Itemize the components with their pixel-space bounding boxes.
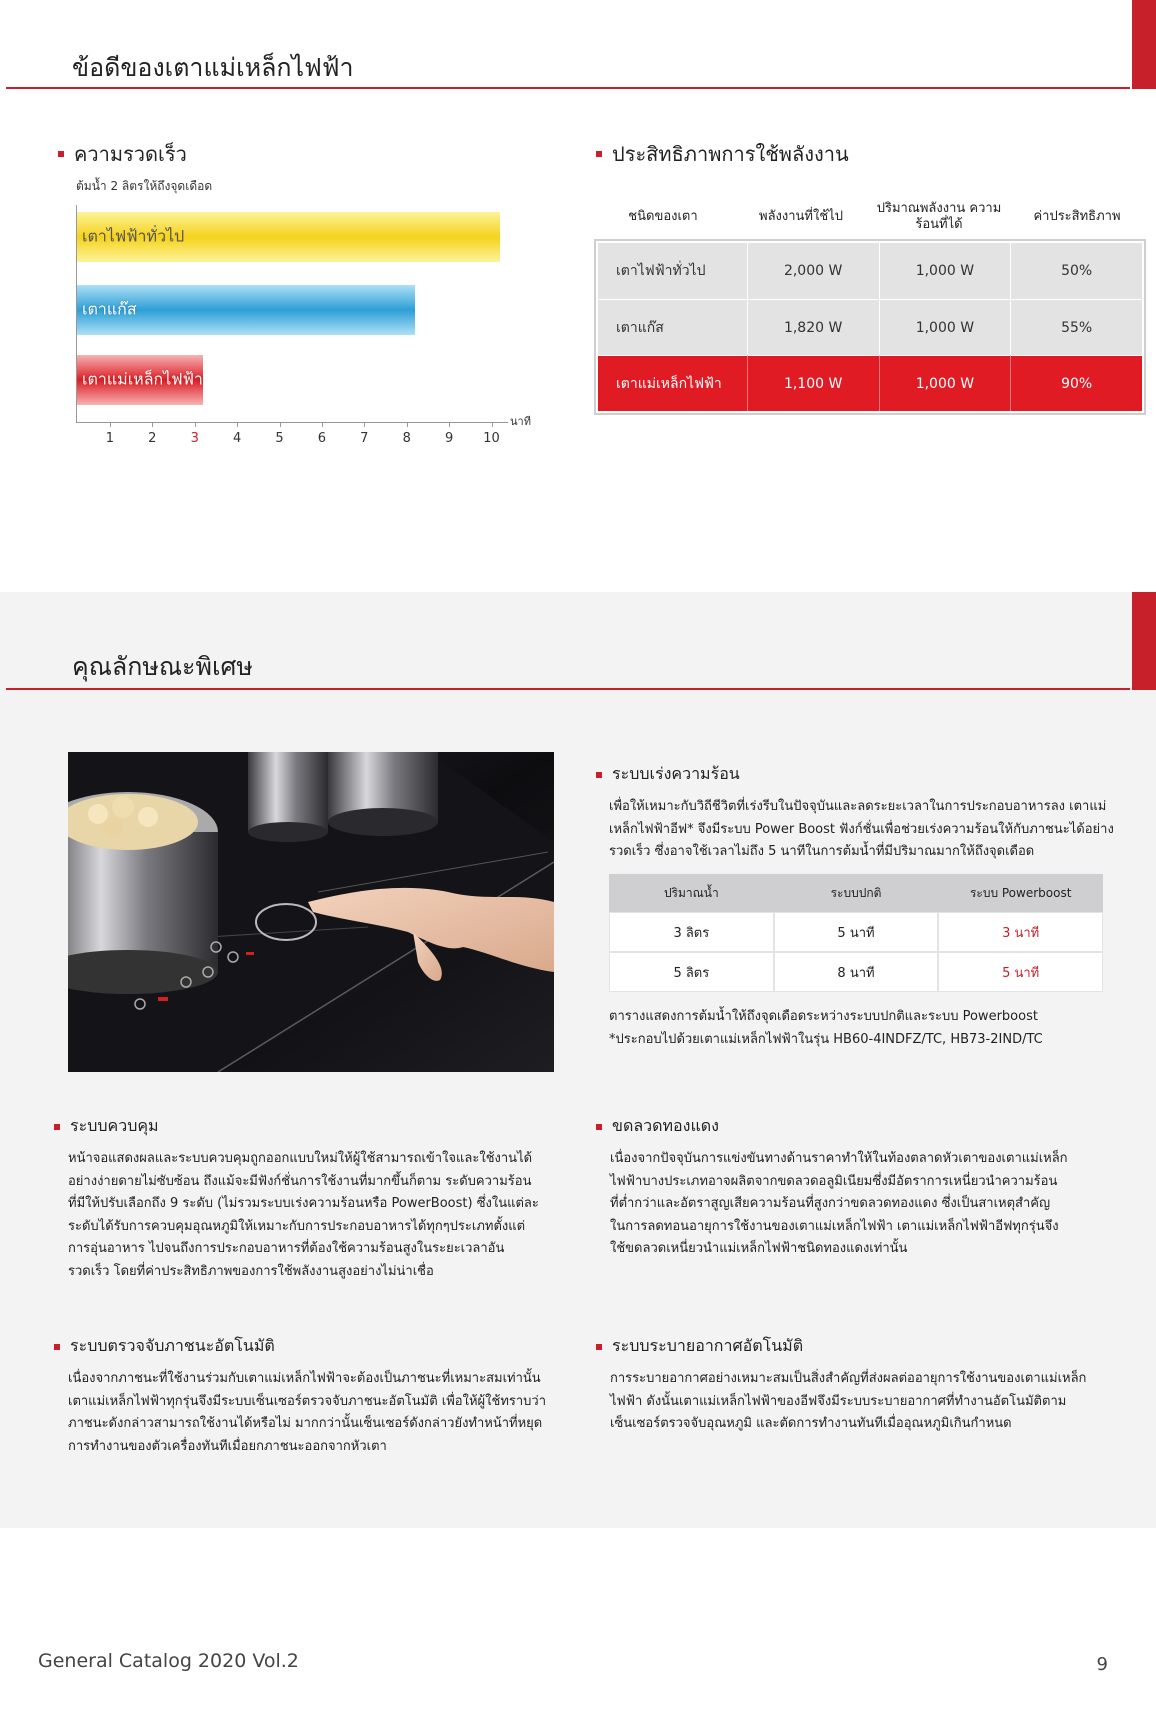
chart-bar [76, 355, 203, 405]
powerboost-table-header [609, 874, 1103, 912]
section-rule [6, 87, 1130, 89]
efficiency-table [594, 195, 1146, 415]
chart-tick [280, 422, 281, 427]
chart-bar-label: เตาไฟฟ้าทั่วไป [82, 226, 185, 246]
table-cell: 1,000 W [880, 243, 1012, 299]
col-header: ปริมาณพลังงาน ความร้อนที่ได้ [876, 201, 1002, 232]
coil-heading [596, 1114, 719, 1139]
table-cell: 5 ลิตร [609, 952, 774, 992]
text-line: เซ็นเซอร์ตรวจจับอุณหภูมิ และตัดการทำงานทันทีเมื่ออุณหภูมิเกินกำหนด [610, 1416, 1012, 1431]
text-line: หน้าจอแสดงผลและระบบควบคุมถูกออกแบบใหม่ให้ผู้ใช้สามารถเข้าใจและใช้งานได้ [68, 1151, 533, 1166]
table-cell: 50% [1011, 243, 1142, 299]
chart-tick-label: 8 [402, 431, 411, 446]
table-cell: 1,100 W [748, 355, 880, 411]
bullet [54, 1344, 60, 1350]
text-line: ภาชนะดังกล่าวสามารถใช้งานได้หรือไม่ มากกว่านั้นเซ็นเซอร์ดังกล่าวยังทำหน้าที่หยุด [68, 1416, 543, 1431]
text-line: การอุ่นอาหาร ไปจนถึงการประกอบอาหารที่ต้องใช้ความร้อนสูงในระยะเวลาอัน [68, 1241, 505, 1256]
speed-heading-text: ความรวดเร็ว [74, 142, 187, 166]
text-line: เหล็กไฟฟ้าอีฟ* จึงมีระบบ Power Boost ฟังก์ชั่นเพื่อช่วยเร่งความร้อนให้กับภาชนะได้อย่าง [609, 821, 1114, 837]
boost-heading [596, 762, 740, 787]
text-line: ไฟฟ้า ดังนั้นเตาแม่เหล็กไฟฟ้าของอีฟจึงมีระบบระบายอากาศที่ทำงานอัตโนมัติตาม [610, 1393, 1067, 1409]
text-line: รวดเร็ว ซึ่งอาจใช้เวลาไม่ถึง 5 นาทีในการต้มน้ำที่มีปริมาณมากให้ถึงจุดเดือด [609, 844, 1035, 859]
text-line: *ประกอบไปด้วยเตาแม่เหล็กไฟฟ้าในรุ่น HB60-4INDFZ/TC, HB73-2IND/TC [609, 1031, 1043, 1047]
chart-bar [76, 212, 500, 262]
text-line: เตาแม่เหล็กไฟฟ้าทุกรุ่นจึงมีระบบเซ็นเซอร์ตรวจจับภาชนะอัตโนมัติ เพื่อให้ผู้ใช้ทราบว่า [68, 1393, 547, 1409]
chart-tick [237, 422, 238, 427]
speed-heading [58, 138, 187, 170]
chart-tick [110, 422, 111, 427]
detect-heading [54, 1334, 275, 1359]
table-row [598, 299, 1142, 355]
text-line: ตารางแสดงการต้มน้ำให้ถึงจุดเดือดระหว่างระบบปกติและระบบ Powerboost [609, 1009, 1038, 1024]
text-line: เนื่องจากปัจจุบันการแข่งขันทางด้านราคาทำให้ในท้องตลาดหัวเตาของเตาแม่เหล็ก [610, 1151, 1068, 1166]
table-cell: 3 ลิตร [609, 912, 774, 952]
chart-bar-label: เตาแก๊ส [82, 299, 137, 319]
chart-tick-label: 1 [105, 431, 115, 446]
table-row [598, 243, 1142, 299]
table-cell: 1,820 W [748, 299, 880, 355]
text-line: รวดเร็ว โดยที่ค่าประสิทธิภาพของการใช้พลังงานสูงอย่างไม่น่าเชื่อ [68, 1263, 434, 1279]
catalog-name: General Catalog 2020 Vol.2 [38, 1650, 299, 1672]
efficiency-heading [596, 138, 849, 170]
vent-heading-text: ระบบระบายอากาศอัตโนมัติ [612, 1336, 804, 1355]
boost-heading-text: ระบบเร่งความร้อน [612, 764, 740, 783]
boost-paragraph [609, 796, 1129, 864]
section-title: ข้อดีของเตาแม่เหล็กไฟฟ้า [72, 53, 354, 82]
chart-tick [322, 422, 323, 427]
speed-chart [60, 175, 540, 465]
coil-heading-text: ขดลวดทองแดง [612, 1116, 719, 1135]
text-line: การทำงานของตัวเครื่องทันทีเมื่อยกภาชนะออกจากหัวเตา [68, 1438, 387, 1454]
chart-tick-label: 6 [317, 431, 327, 446]
vent-paragraph [610, 1368, 1130, 1436]
coil-paragraph [610, 1148, 1130, 1261]
col-header: ชนิดของเตา [628, 209, 698, 224]
section-title: คุณลักษณะพิเศษ [72, 652, 253, 681]
table-cell: เตาไฟฟ้าทั่วไป [598, 243, 748, 299]
table-row [609, 912, 1103, 952]
text-line: ไฟฟ้าบางประเภทอาจผลิตจากขดลวดอลูมิเนียมซึ่งมีอัตราการเหนี่ยวนำความร้อน [610, 1173, 1058, 1189]
table-cell: 55% [1011, 299, 1142, 355]
control-heading [54, 1114, 159, 1139]
chart-tick-label: 5 [275, 431, 284, 446]
chart-tick [492, 422, 493, 427]
col-header: ปริมาณน้ำ [663, 885, 719, 900]
bullet [596, 772, 602, 778]
chart-bar-label: เตาแม่เหล็กไฟฟ้า [82, 369, 203, 389]
control-paragraph [68, 1148, 568, 1283]
col-header: พลังงานที่ใช้ไป [759, 209, 843, 224]
bullet [58, 151, 64, 157]
col-header: ค่าประสิทธิภาพ [1033, 209, 1121, 224]
text-line: เพื่อให้เหมาะกับวิถีชีวิตที่เร่งรีบในปัจจุบันและลดระยะเวลาในการประกอบอาหารลง เตาแม่ [609, 799, 1107, 814]
chart-tick-label: 9 [444, 431, 454, 446]
induction-hob-photo [68, 752, 554, 1072]
section-tab [1132, 592, 1156, 690]
chart-x-axis-line [76, 422, 508, 423]
chart-tick-label: 7 [360, 431, 369, 446]
table-cell: 1,000 W [880, 355, 1012, 411]
text-line: ระดับได้รับการควบคุมอุณหภูมิให้เหมาะกับการประกอบอาหารได้ทุกๆประเภทตั้งแต่ [68, 1218, 526, 1234]
table-cell: เตาแก๊ส [598, 299, 748, 355]
detect-heading-text: ระบบตรวจจับภาชนะอัตโนมัติ [70, 1336, 275, 1355]
table-cell: 8 นาที [774, 952, 939, 992]
text-line: การระบายอากาศอย่างเหมาะสมเป็นสิ่งสำคัญที่ส่งผลต่ออายุการใช้งานของเตาแม่เหล็ก [610, 1371, 1087, 1386]
chart-tick-label: 2 [148, 431, 157, 446]
control-heading-text: ระบบควบคุม [70, 1116, 159, 1135]
efficiency-table-header [594, 195, 1146, 239]
table-row [609, 952, 1103, 992]
bullet [596, 151, 602, 157]
text-line: อย่างง่ายดายไม่ซับซ้อน ถึงแม้จะมีฟังก์ชั่นการใช้งานที่มากขึ้นก็ตาม ระดับความร้อน [68, 1173, 532, 1189]
chart-x-unit: นาที [510, 415, 531, 428]
efficiency-heading-text: ประสิทธิภาพการใช้พลังงาน [612, 142, 849, 166]
chart-tick-label: 3 [190, 431, 199, 446]
chart-bar [76, 285, 415, 335]
chart-tick [407, 422, 408, 427]
detect-paragraph [68, 1368, 568, 1458]
section-tab [1132, 0, 1156, 89]
table-cell: 2,000 W [748, 243, 880, 299]
chart-tick-label: 4 [232, 431, 242, 446]
text-line: ที่มีให้ปรับเลือกถึง 9 ระดับ (ไม่รวมระบบเร่งความร้อนหรือ PowerBoost) ซึ่งในแต่ละ [68, 1196, 539, 1211]
chart-tick-label: 10 [483, 431, 500, 446]
text-line: ในการลดทอนอายุการใช้งานของเตาแม่เหล็กไฟฟ้า เตาแม่เหล็กไฟฟ้าอีฟทุกรุ่นจึง [610, 1218, 1059, 1234]
table-cell: เตาแม่เหล็กไฟฟ้า [598, 355, 748, 411]
hob-illustration [68, 752, 554, 1072]
text-line: ใช้ขดลวดเหนี่ยวนำแม่เหล็กไฟฟ้าชนิดทองแดงเท่านั้น [610, 1241, 908, 1256]
table-cell: 3 นาที [938, 912, 1103, 952]
table-cell: 1,000 W [880, 299, 1012, 355]
bullet [54, 1124, 60, 1130]
chart-tick [195, 422, 196, 427]
table-cell: 5 นาที [938, 952, 1103, 992]
table-cell: 5 นาที [774, 912, 939, 952]
powerboost-table [609, 874, 1103, 992]
page-number: 9 [1096, 1654, 1108, 1675]
bullet [596, 1344, 602, 1350]
text-line: เนื่องจากภาชนะที่ใช้งานร่วมกับเตาแม่เหล็กไฟฟ้าจะต้องเป็นภาชนะที่เหมาะสมเท่านั้น [68, 1371, 541, 1386]
text-line: ที่ต่ำกว่าและอัตราสูญเสียความร้อนที่สูงกว่าขดลวดทองแดง ซึ่งเป็นสาเหตุสำคัญ [610, 1196, 1051, 1211]
chart-y-axis-line [76, 205, 77, 422]
bullet [596, 1124, 602, 1130]
vent-heading [596, 1334, 803, 1359]
chart-tick [152, 422, 153, 427]
section-rule [6, 688, 1130, 690]
chart-title: ต้มน้ำ 2 ลิตรให้ถึงจุดเดือด [76, 179, 213, 193]
chart-tick [364, 422, 365, 427]
col-header: ระบบ Powerboost [969, 885, 1072, 900]
chart-tick [449, 422, 450, 427]
efficiency-table-body [594, 239, 1146, 415]
boost-notes [609, 1006, 1129, 1051]
table-cell: 90% [1011, 355, 1142, 411]
table-row-highlight [598, 355, 1142, 411]
col-header: ระบบปกติ [830, 885, 882, 900]
